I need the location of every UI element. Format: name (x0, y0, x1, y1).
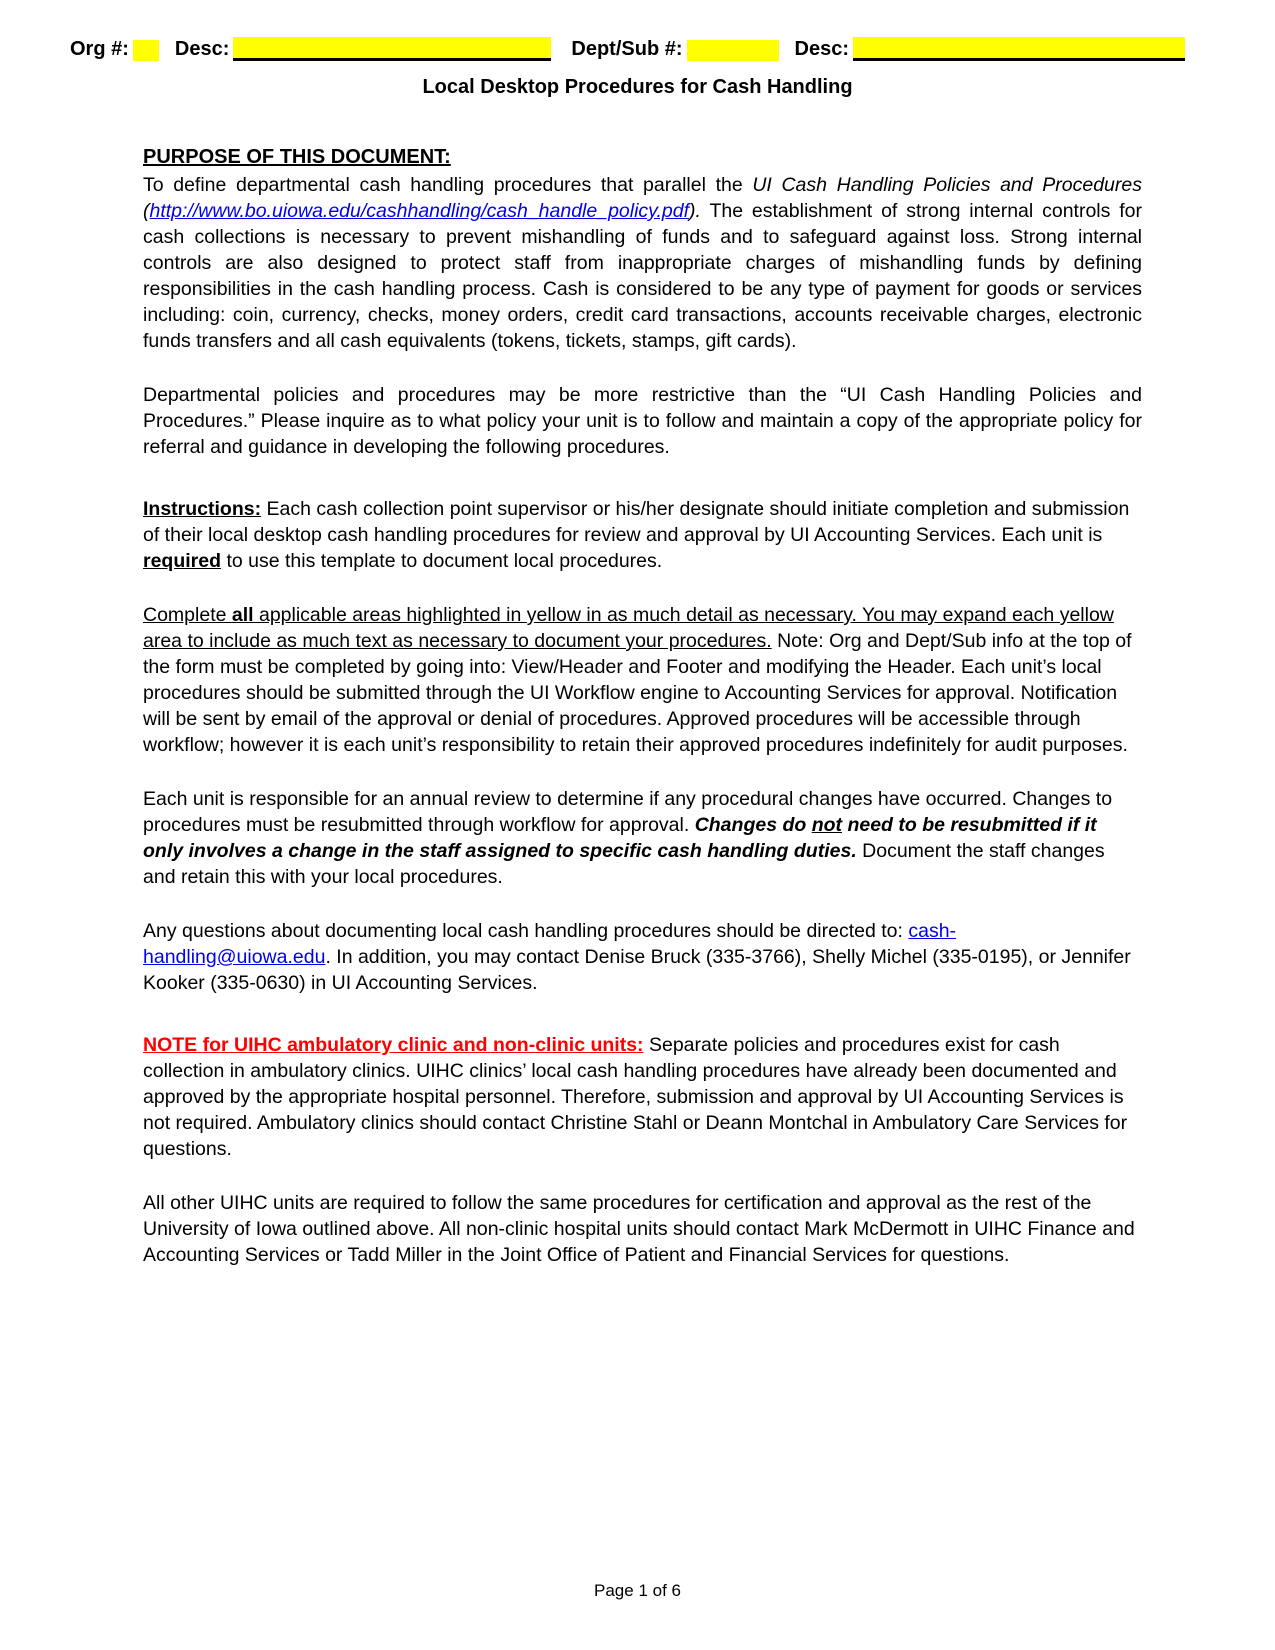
purpose-paragraph-2: Departmental policies and procedures may be more restrictive than the “UI Cash Handling Policies and Procedures.” Please inquire as to what policy your unit is to follow and maintain a copy of the appropriate policy for referral and guidance in developing the following procedures. (143, 384, 1142, 458)
uihc-note-text: Separate policies and procedures exist for cash collection in ambulatory clinics. UIHC clinics’ local cash handling procedures have already been documented and approved by the appropriate hospital personnel. Therefore, submission and approval by UI Accounting Services is not required. Ambulatory clinics should contact Christine Stahl or Deann Montchal in Ambulatory Care Services for questions. (143, 1034, 1128, 1160)
not-word: not (811, 814, 843, 836)
complete-areas-paragraph (143, 602, 1142, 758)
required-word: required (143, 550, 222, 572)
policy-title-text: UI Cash Handling Policies and Procedures (752, 174, 1142, 196)
instructions-paragraph (143, 496, 1142, 574)
uihc-note-label: NOTE for UIHC ambulatory clinic and non-clinic units: (143, 1034, 644, 1056)
dept-sub-field[interactable] (687, 40, 779, 61)
questions-paragraph (143, 918, 1142, 996)
purpose-text-rest: The establishment of strong internal controls for cash collections is necessary to prevent mishandling of funds and to safeguard against loss. Strong internal controls are also designed to protect staff from inappropriate charges of mishandling funds by defining responsibilities in the cash handling process. Cash is considered to be any type of payment for goods or services including: coin, currency, checks, money orders, credit card transactions, accounts receivable charges, electronic funds transfers and all cash equivalents (tokens, tickets, stamps, gift cards). (143, 200, 1142, 352)
annual-text-lead: Each unit is responsible for an annual review to determine if any procedural changes have occurred. Changes to procedures must be resubmitted through workflow for approval. (143, 788, 1113, 836)
dept-desc-label: Desc: (794, 38, 849, 60)
purpose-text-lead: To define departmental cash handling procedures that parallel the (143, 174, 753, 196)
org-desc-field[interactable] (233, 37, 551, 61)
complete-text-2: applicable areas highlighted in yellow in as much detail as necessary. You may expand each yellow area to include as much text as necessary to document your procedures. (143, 604, 1114, 652)
instructions-text-1: Each cash collection point supervisor or his/her designate should initiate completion and submission of their local desktop cash handling procedures for review and approval by UI Accounting Services. Each unit is (143, 498, 1130, 546)
cash-handling-email-link[interactable]: cash-handling@uiowa.edu (143, 920, 957, 968)
uihc-other-paragraph: All other UIHC units are required to follow the same procedures for certification and approval as the rest of the University of Iowa outlined above. All non-clinic hospital units should contact Mark McDermott in UIHC Finance and Accounting Services or Tadd Miller in the Joint Office of Patient and Financial Services for questions. (143, 1192, 1135, 1266)
all-word: all (231, 604, 254, 626)
org-number-field[interactable] (133, 40, 159, 61)
document-title: Local Desktop Procedures for Cash Handling (422, 76, 853, 98)
annual-bold-text-1: Changes do (694, 814, 812, 836)
complete-text-1: Complete (143, 604, 232, 626)
policy-pdf-link[interactable]: http://www.bo.uiowa.edu/cashhandling/cash_handle_policy.pdf (149, 200, 690, 222)
org-number-label: Org #: (70, 38, 129, 60)
questions-text-lead: Any questions about documenting local cash handling procedures should be directed to: (143, 920, 909, 942)
dept-desc-field[interactable] (853, 37, 1185, 61)
document-body (143, 144, 1142, 1268)
paren-close-text: ). (689, 200, 701, 222)
annual-review-paragraph (143, 786, 1142, 890)
paren-open-text: ( (143, 200, 150, 222)
purpose-heading: PURPOSE OF THIS DOCUMENT: (143, 146, 451, 168)
questions-text-rest: . In addition, you may contact Denise Bruck (335-3766), Shelly Michel (335-0195), or Jennifer Kooker (335-0630) in UI Accounting Services. (143, 946, 1131, 994)
annual-bold-text-2: need to be resubmitted if it only involves a change in the staff assigned to specific cash handling duties. (143, 814, 1097, 862)
page-number: Page 1 of 6 (594, 1581, 681, 1600)
instructions-label: Instructions: (143, 498, 262, 520)
page-footer (0, 1580, 1275, 1602)
form-header (70, 36, 1205, 62)
org-desc-label: Desc: (174, 38, 230, 60)
purpose-paragraph-1 (143, 172, 1142, 354)
dept-sub-label: Dept/Sub #: (571, 38, 683, 60)
complete-text-rest: Note: Org and Dept/Sub info at the top of the form must be completed by going into: View/Header and Footer and modifying the Header. Each unit’s local procedures should be submitted through the UI Workflow engine to Accounting Services for approval. Notification will be sent by email of the approval or denial of procedures. Approved procedures will be accessible through workflow; however it is each unit’s responsibility to retain their approved procedures indefinitely for audit purposes. (143, 630, 1132, 756)
uihc-note-paragraph (143, 1032, 1142, 1162)
annual-text-rest: Document the staff changes and retain this with your local procedures. (143, 840, 1105, 888)
instructions-text-2: to use this template to document local procedures. (221, 550, 663, 572)
